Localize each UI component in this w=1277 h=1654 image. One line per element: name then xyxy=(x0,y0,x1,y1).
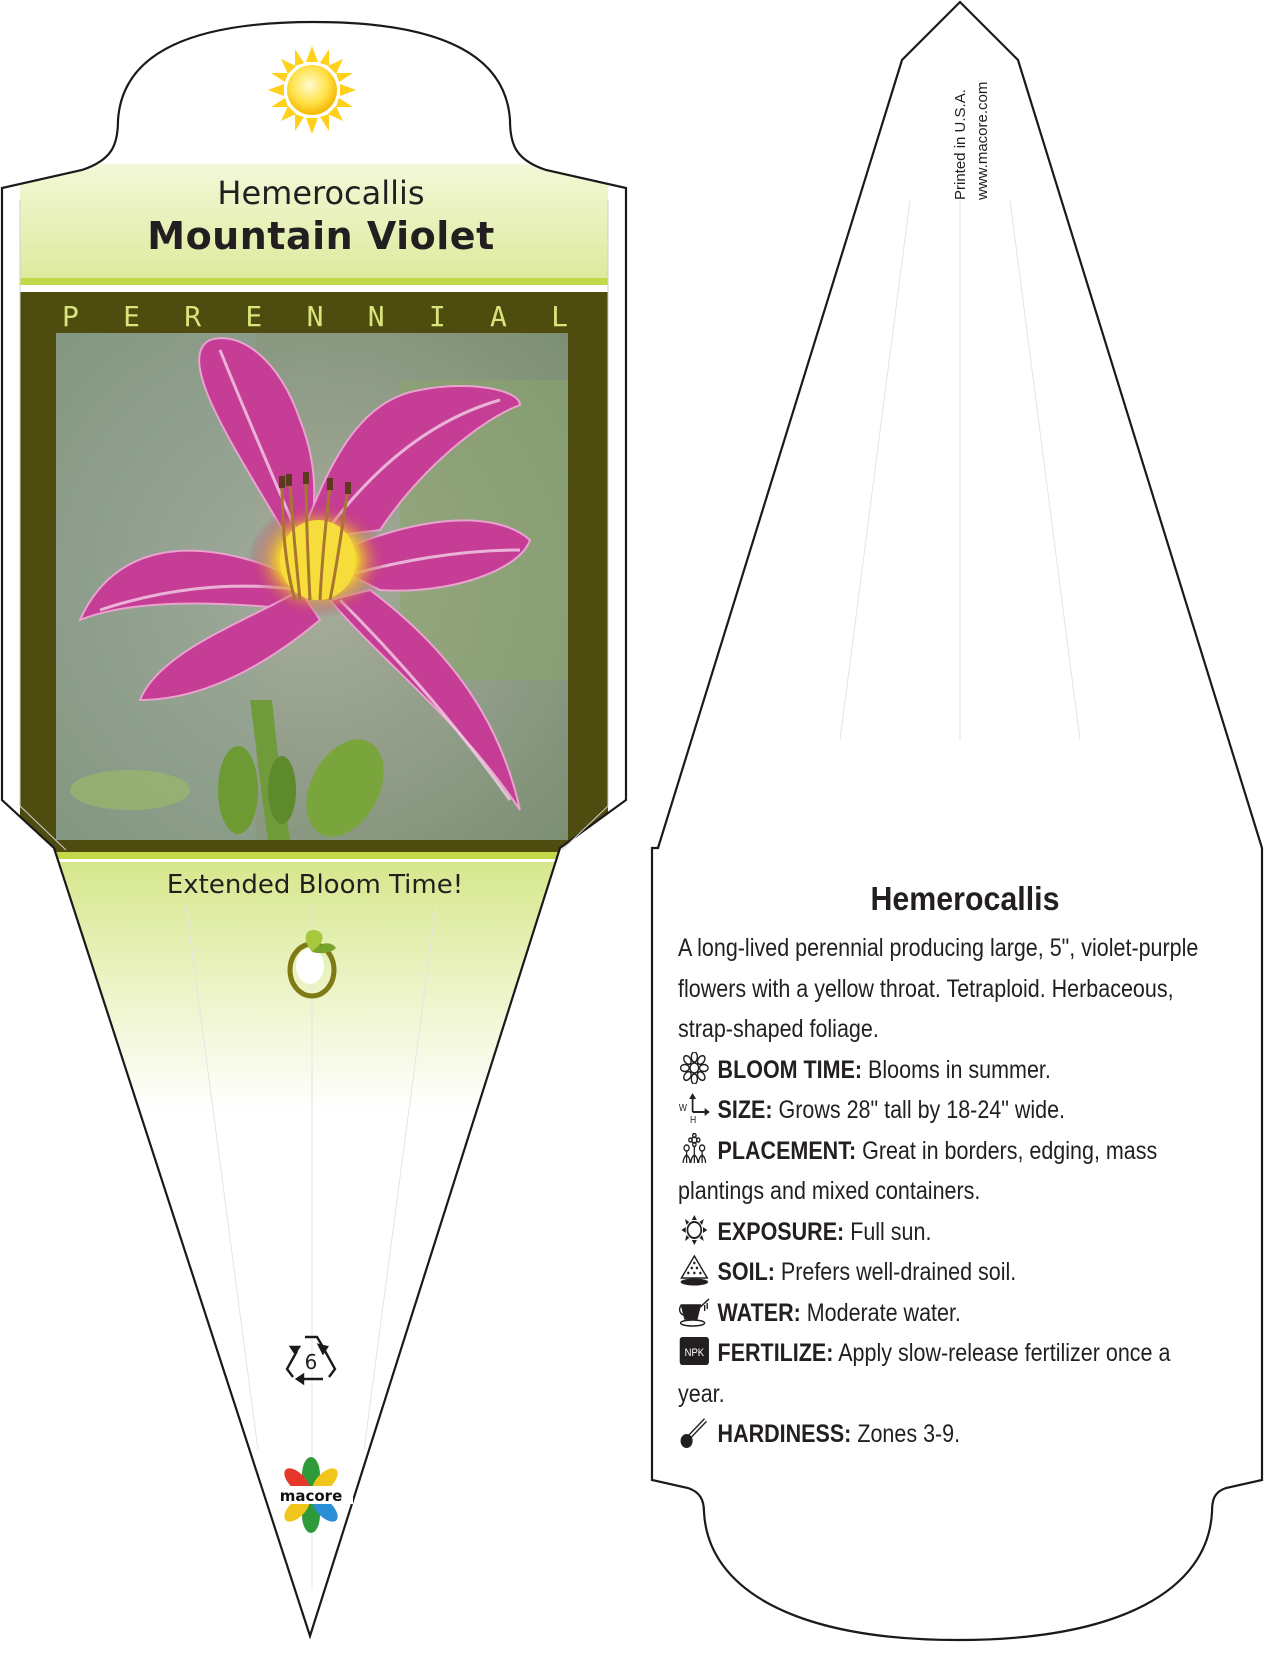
band-letter: L xyxy=(551,299,568,333)
front-tag xyxy=(2,22,626,1636)
flower-photo xyxy=(56,333,568,850)
attribute-text: Moderate water. xyxy=(806,1298,961,1327)
back-title: Hemerocallis xyxy=(870,880,1060,917)
printed-in-usa-note xyxy=(950,82,994,200)
attribute-text: Prefers well-drained soil. xyxy=(780,1258,1017,1286)
front-genus-name: Hemerocallis xyxy=(217,174,425,212)
band-letter: P xyxy=(62,299,79,333)
attribute-text: Grows 28" tall by 18-24" wide. xyxy=(778,1096,1066,1124)
npk-text: NPK xyxy=(684,1347,705,1360)
band-letter: R xyxy=(184,299,202,333)
care-info xyxy=(678,928,1211,1455)
attribute-label: WATER: xyxy=(717,1298,801,1327)
flower-icon xyxy=(678,1052,711,1084)
sun-icon xyxy=(678,1214,711,1246)
band-letter: E xyxy=(123,299,140,333)
band-letter: N xyxy=(367,299,385,333)
attribute-water xyxy=(678,1293,1211,1334)
attribute-exposure xyxy=(678,1212,1211,1253)
attribute-label: BLOOM TIME: xyxy=(717,1055,863,1084)
attribute-bloom-time xyxy=(678,1050,1211,1091)
attribute-text: Zones 3-9. xyxy=(857,1420,961,1448)
attribute-placement xyxy=(678,1131,1211,1212)
attribute-text: Full sun. xyxy=(850,1217,932,1246)
thermometer-icon xyxy=(678,1416,711,1448)
printed-line-2: www.macore.com xyxy=(974,81,991,200)
size-icon xyxy=(678,1092,711,1124)
sun-icon xyxy=(268,46,356,134)
attribute-text: Apply slow-release fertilizer once a year. xyxy=(678,1339,1171,1408)
placement-icon xyxy=(678,1133,711,1165)
attribute-label: FERTILIZE: xyxy=(717,1339,834,1367)
front-cultivar-name: Mountain Violet xyxy=(147,214,495,258)
band-letter: E xyxy=(245,299,263,333)
band-letter: A xyxy=(489,299,507,333)
recycle-number: 6 xyxy=(304,1350,318,1374)
size-icon-h: H xyxy=(690,1114,697,1124)
attribute-label: SIZE: xyxy=(717,1096,773,1124)
soil-icon xyxy=(678,1254,711,1286)
description: A long-lived perennial producing large, 5", violet-purple flowers with a yellow throat. Tetraploid. Herbaceous, strap-shaped foliage. xyxy=(678,934,1199,1043)
attribute-size xyxy=(678,1090,1211,1131)
band-letter: N xyxy=(306,299,324,333)
size-icon-w: W xyxy=(678,1102,687,1114)
attribute-label: SOIL: xyxy=(717,1258,775,1286)
front-tagline: Extended Bloom Time! xyxy=(166,870,464,900)
printed-line-1: Printed in U.S.A. xyxy=(952,89,969,200)
attribute-text: Blooms in summer. xyxy=(868,1055,1051,1084)
attribute-text: Great in borders, edging, mass plantings and mixed containers. xyxy=(678,1136,1158,1205)
attribute-label: EXPOSURE: xyxy=(717,1217,845,1246)
water-icon xyxy=(678,1295,711,1327)
attribute-fertilize xyxy=(678,1333,1211,1414)
attribute-hardiness xyxy=(678,1414,1211,1455)
band-letter: I xyxy=(428,299,446,333)
npk-icon xyxy=(678,1335,711,1367)
attribute-label: HARDINESS: xyxy=(717,1420,852,1448)
perennial-band xyxy=(22,296,606,336)
attribute-label: PLACEMENT: xyxy=(717,1136,857,1165)
brand-name: macore xyxy=(279,1487,343,1505)
attribute-soil xyxy=(678,1252,1211,1293)
